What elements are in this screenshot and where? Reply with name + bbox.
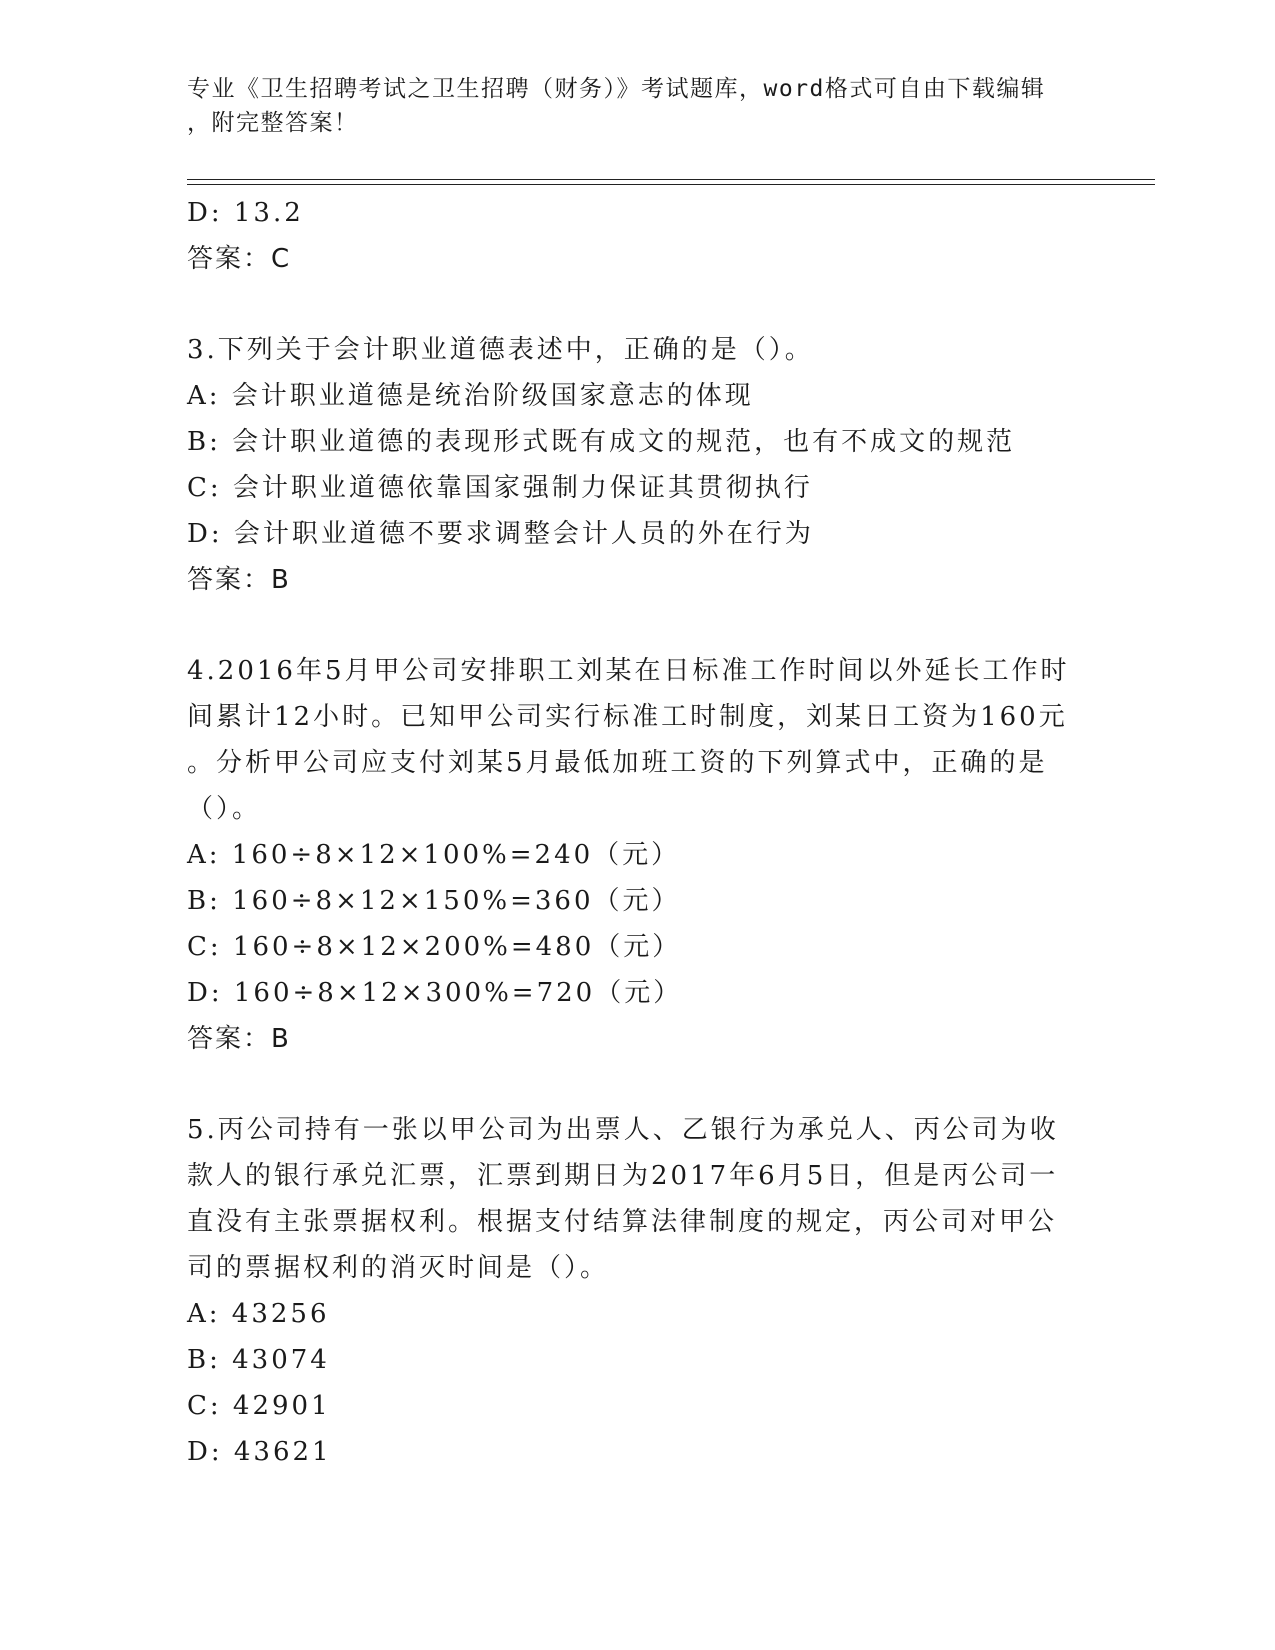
option-d: D: 43621	[187, 1437, 332, 1467]
answer-line: 答案：B	[187, 1024, 291, 1054]
question-3	[187, 327, 1087, 603]
question-stem-line: 间累计12小时。已知甲公司实行标准工时制度，刘某日工资为160元	[187, 702, 1068, 732]
question-stem-line: 。分析甲公司应支付刘某5月最低加班工资的下列算式中，正确的是	[187, 748, 1048, 778]
document-header	[187, 72, 1087, 140]
option-d: D: 会计职业道德不要求调整会计人员的外在行为	[187, 519, 814, 549]
option-c: C: 会计职业道德依靠国家强制力保证其贯彻执行	[187, 473, 813, 503]
option-b: B: 160÷8×12×150%=360（元）	[187, 886, 681, 916]
header-line-2: ，附完整答案！	[187, 110, 359, 136]
question-stem-line: 司的票据权利的消灭时间是（）。	[187, 1253, 610, 1283]
question-stem-line: 直没有主张票据权利。根据支付结算法律制度的规定，丙公司对甲公	[187, 1207, 1058, 1237]
question-list	[187, 190, 1087, 1475]
question-stem: 3.下列关于会计职业道德表述中，正确的是（）。	[187, 335, 814, 365]
question-stem-line: 5.丙公司持有一张以甲公司为出票人、乙银行为承兑人、丙公司为收	[187, 1115, 1059, 1145]
answer-line: 答案：B	[187, 565, 291, 595]
option-a: A: 会计职业道德是统治阶级国家意志的体现	[187, 381, 754, 411]
question-4	[187, 648, 1087, 1062]
question-stem-line: 款人的银行承兑汇票，汇票到期日为2017年6月5日，但是丙公司一	[187, 1161, 1059, 1191]
prev-question-tail	[187, 190, 1087, 282]
option-c: C: 160÷8×12×200%=480（元）	[187, 932, 682, 962]
option-b: B: 43074	[187, 1345, 330, 1375]
option-d: D: 13.2	[187, 198, 304, 228]
option-a: A: 160÷8×12×100%=240（元）	[187, 840, 681, 870]
question-stem-line: 4.2016年5月甲公司安排职工刘某在日标准工作时间以外延长工作时	[187, 656, 1070, 686]
option-b: B: 会计职业道德的表现形式既有成文的规范，也有不成文的规范	[187, 427, 1016, 457]
header-divider-top	[187, 179, 1155, 180]
header-divider-bottom	[187, 184, 1155, 185]
option-d: D: 160÷8×12×300%=720（元）	[187, 978, 683, 1008]
option-a: A: 43256	[187, 1299, 330, 1329]
question-5	[187, 1107, 1087, 1475]
header-line-1: 专业《卫生招聘考试之卫生招聘（财务）》考试题库，word格式可自由下载编辑	[187, 76, 1046, 102]
question-stem-line: （）。	[187, 794, 262, 824]
option-c: C: 42901	[187, 1391, 331, 1421]
answer-line: 答案：C	[187, 244, 292, 274]
